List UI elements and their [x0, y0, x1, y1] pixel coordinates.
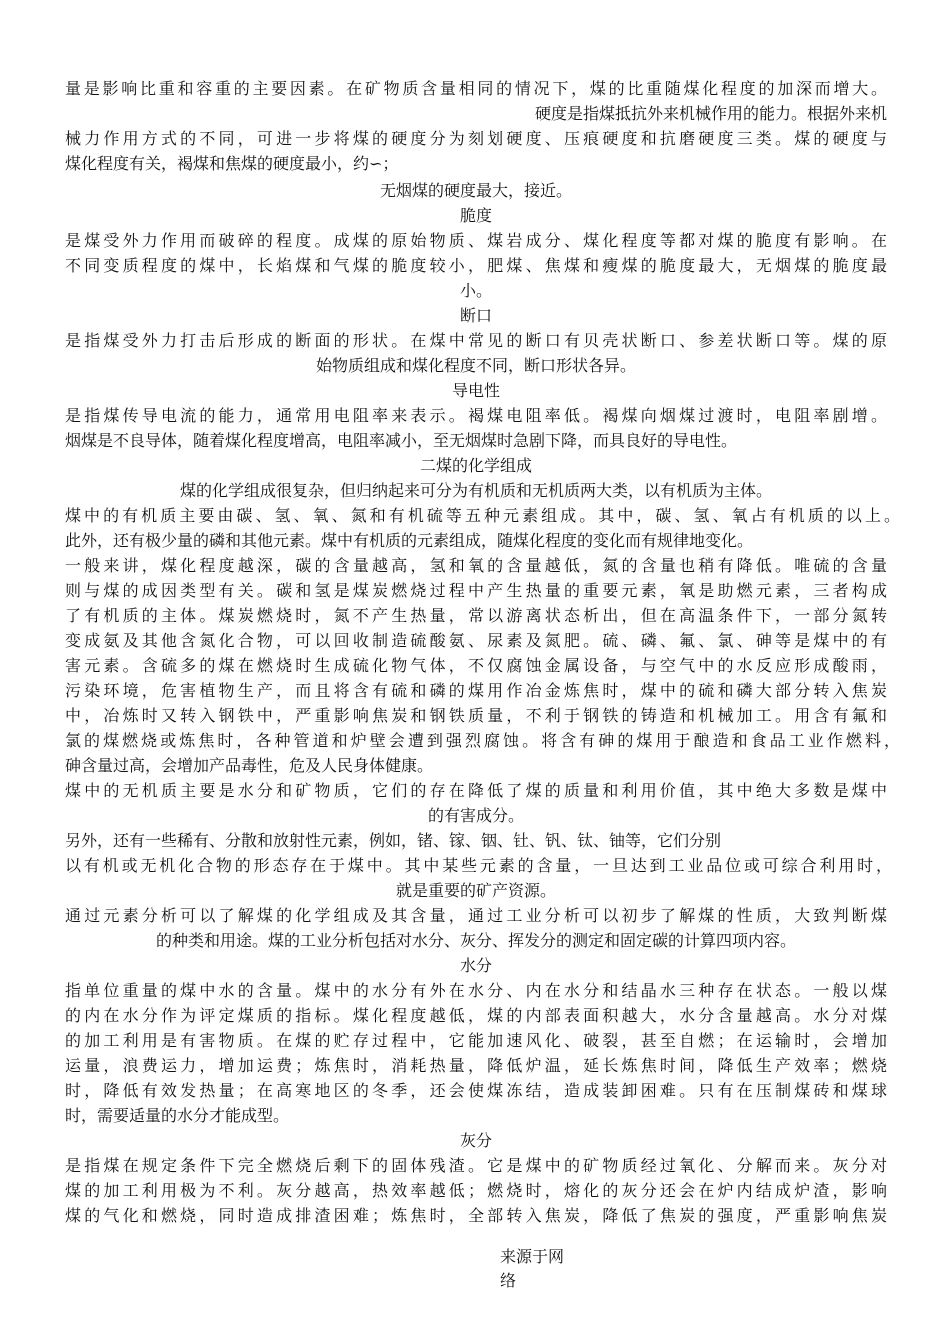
text-line: 时，降低有效发热量；在高寒地区的冬季，还会使煤冻结，造成装卸困难。只有在压制煤砖和煤球	[65, 1081, 887, 1100]
text-line: 以有机或无机化合物的形态存在于煤中。其中某些元素的含量，一旦达到工业品位或可综合利用时，	[65, 856, 892, 875]
text-line: 通过元素分析可以了解煤的化学组成及其含量，通过工业分析可以初步了解煤的性质，大致判断煤	[65, 906, 887, 925]
text-line: 砷含量过高，会增加产品毒性，危及人民身体健康。	[65, 756, 434, 775]
text-line: 是指煤受外力打击后形成的断面的形状。在煤中常见的断口有贝壳状断口、参差状断口等。煤的原	[65, 331, 887, 350]
footer-source-line: 络	[500, 1271, 517, 1290]
text-line: 就是重要的矿产资源。	[395, 881, 556, 900]
text-line: 煤的化学组成很复杂，但归纳起来可分为有机质和无机质两大类，以有机质为主体。	[179, 481, 772, 500]
text-line: 烟煤是不良导体，随着煤化程度增高，电阻率减小，至无烟煤时急剧下降，而具良好的导电性。	[65, 431, 738, 450]
section-heading: 二煤的化学组成	[419, 456, 532, 475]
text-line: 污染环境，危害植物生产，而且将含有硫和磷的煤用作冶金炼焦时，煤中的硫和磷大部分转入焦炭	[65, 681, 887, 700]
text-line: 的种类和用途。煤的工业分析包括对水分、灰分、挥发分的测定和固定碳的计算四项内容。	[155, 931, 796, 950]
text-line: 时，需要适量的水分才能成型。	[65, 1106, 290, 1125]
text-line: 则与煤的成因类型有关。碳和氢是煤炭燃烧过程中产生热量的重要元素，氧是助燃元素，三者构成	[65, 581, 887, 600]
text-line: 的加工利用是有害物质。在煤的贮存过程中，它能加速风化、破裂，甚至自燃；在运输时，会增加	[65, 1031, 887, 1050]
section-heading: 断口	[459, 306, 492, 325]
section-heading: 灰分	[459, 1131, 492, 1150]
text-line: 是指煤传导电流的能力，通常用电阻率来表示。褐煤电阻率低。褐煤向烟煤过渡时，电阻率剧增。	[65, 406, 887, 425]
footer-source-line: 来源于网	[500, 1247, 565, 1266]
text-line: 指单位重量的煤中水的含量。煤中的水分有外在水分、内在水分和结晶水三种存在状态。一般以煤	[65, 981, 887, 1000]
section-heading: 水分	[459, 956, 492, 975]
text-line: 煤的加工利用极为不利。灰分越高，热效率越低；燃烧时，熔化的灰分还会在炉内结成炉渣，影响	[65, 1181, 887, 1200]
text-line: 煤中的无机质主要是水分和矿物质，它们的存在降低了煤的质量和利用价值，其中绝大多数是煤中	[65, 781, 887, 800]
text-line: 煤中的有机质主要由碳、氢、氧、氮和有机硫等五种元素组成。其中，碳、氢、氧占有机质的以上。	[65, 506, 900, 525]
text-line: 量是影响比重和容重的主要因素。在矿物质含量相同的情况下，煤的比重随煤化程度的加深而增大。	[65, 79, 887, 98]
text-line: 运量，浪费运力，增加运费；炼焦时，消耗热量，降低炉温，延长炼焦时间，降低生产效率；燃烧	[65, 1056, 887, 1075]
section-heading: 脆度	[459, 206, 492, 225]
text-line: 的有害成分。	[427, 806, 524, 825]
text-line: 另外，还有一些稀有、分散和放射性元素，例如，锗、镓、铟、钍、钒、钛、铀等，它们分别	[65, 831, 722, 850]
text-line: 械力作用方式的不同，可进一步将煤的硬度分为刻划硬度、压痕硬度和抗磨硬度三类。煤的硬度与	[65, 129, 887, 148]
text-line: 煤化程度有关，褐煤和焦煤的硬度最小，约∽；	[65, 154, 399, 173]
section-heading: 导电性	[451, 381, 500, 400]
text-line: 是指煤在规定条件下完全燃烧后剩下的固体残渣。它是煤中的矿物质经过氧化、分解而来。灰分对	[65, 1156, 887, 1175]
text-line: 害元素。含硫多的煤在燃烧时生成硫化物气体，不仅腐蚀金属设备，与空气中的水反应形成酸雨，	[65, 656, 887, 675]
text-line: 此外，还有极少量的磷和其他元素。煤中有机质的元素组成，随煤化程度的变化而有规律地变化。	[65, 531, 754, 550]
text-line: 一般来讲，煤化程度越深，碳的含量越高，氢和氧的含量越低，氮的含量也稍有降低。唯硫的含量	[65, 556, 887, 575]
text-line: 的内在水分作为评定煤质的指标。煤化程度越低，煤的内部表面积越大，水分含量越高。水分对煤	[65, 1006, 887, 1025]
text-line: 无烟煤的硬度最大，接近。	[379, 181, 572, 200]
text-line: 不同变质程度的煤中，长焰煤和气煤的脆度较小，肥煤、焦煤和瘦煤的脆度最大，无烟煤的脆度最	[65, 256, 887, 275]
text-line: 始物质组成和煤化程度不同，断口形状各异。	[315, 356, 636, 375]
text-line: 变成氨及其他含氮化合物，可以回收制造硫酸氨、尿素及氮肥。硫、磷、氟、氯、砷等是煤中的有	[65, 631, 887, 650]
text-line: 硬度是指煤抵抗外来机械作用的能力。根据外来机	[534, 104, 887, 123]
text-line: 中，冶炼时又转入钢铁中，严重影响焦炭和钢铁质量，不利于钢铁的铸造和机械加工。用含有氟和	[65, 706, 887, 725]
text-line: 小。	[459, 281, 492, 300]
text-line: 煤的气化和燃烧，同时造成排渣困难；炼焦时，全部转入焦炭，降低了焦炭的强度，严重影响焦炭	[65, 1206, 887, 1225]
text-line: 了有机质的主体。煤炭燃烧时，氮不产生热量，常以游离状态析出，但在高温条件下，一部分氮转	[65, 606, 887, 625]
page-footer	[500, 1245, 610, 1293]
text-line: 氯的煤燃烧或炼焦时，各种管道和炉壁会遭到强烈腐蚀。将含有砷的煤用于酿造和食品工业作燃料，	[65, 731, 900, 750]
text-line: 是煤受外力作用而破碎的程度。成煤的原始物质、煤岩成分、煤化程度等都对煤的脆度有影响。在	[65, 231, 887, 250]
